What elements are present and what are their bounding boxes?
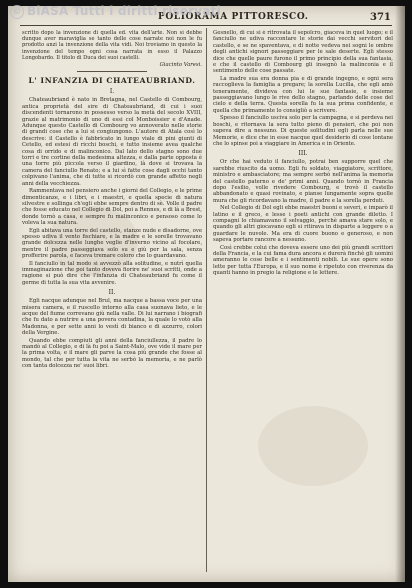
copyright-watermark [10, 4, 340, 19]
paragraph: Egli nacque adunque nel Brul, ma nacque a bassa voce per una misera camera, e il ruscello intorno alla casa suonava lieto, e le acque del fiume correvano giù nella valle. Di lui narrano i biografi che fu dato a nutrire a una povera contadina, la quale lo votò alla Madonna, e per sette anni lo vestì di bianco e di azzurro, colori della Vergine. [22, 298, 202, 337]
paragraph: Gesnello, di cui si è ritrovata il sepolcro, giaceva in quel luogo; e il fanciullo ne udiva raccontare le storie dai vecchi servitori del castello, e se ne spaventava, e di notte vedeva nei sogni le ombre degli antichi signori passeggiare per le sale deserte. Egli stesso dice che quelle paure furono il primo principio della sua fantasia, e che il castello di Combourg gli insegnò la malinconia e il sentimento delle cose passate. [213, 30, 393, 75]
article-title: L' INFANZIA DI CHATEAUBRIAND. [28, 76, 196, 86]
watermark-text: BiASA Tutti i diritti riservati [27, 4, 221, 18]
section-divider [77, 71, 147, 72]
section-heading-1: I. [109, 88, 115, 96]
left-column [22, 30, 202, 570]
paragraph: Spesso il fanciullo usciva solo per la campagna, e si perdeva nei boschi, e ritornava la sera tutto pieno di pensieri, che poi non sapeva dire a nessuno. Di queste solitudini egli parla nelle sue Memorie, e dice che in esse nacque quel desiderio di cose lontane che lo spinse poi a viaggiare in America e in Oriente. [213, 115, 393, 147]
masthead-title: POLIORAMA PITTORESCO. [158, 12, 309, 22]
intro-text: scritto dopo la invenzione di quella ed. vita dell'arte. Non si debbe dunque aver maraviglia se tanto delle cose narrate noi non le fu prodotto anzi la invenzione della vita vidi. Noi troviamo in questo la invenzione del tempo ogni cosa narrata in esso il Palazzo Longobardo. Il titolo di Duca dei suoi castelli. [22, 30, 202, 61]
right-column [213, 30, 393, 570]
newspaper-page [8, 6, 405, 582]
paragraph: Or che hai veduto il fanciullo, potrai ben supporre quel che sarebbe riuscito da uomo. Egli fu soldato, viaggiatore, scrittore, ministro e ambasciatore; ma sempre serbò nell'anima la memoria del castello paterno e de' primi anni. Quando tornò in Francia dopo l'esilio, volle rivedere Combourg, e trovò il castello abbandonato e quasi rovinato, e pianse lungamente sopra quelle mura che gli ricordavano la madre, il padre e la sorella perduti. [213, 159, 393, 204]
paragraph: Il fanciullo in tal modo si avvezzò alla solitudine, e nutrì quella immaginazione che poi tanto doveva fiorire ne' suoi scritti, onde a ragione si può dire che l'infanzia di Chateaubriand fu come il germe di tutta la sua vita avvenire. [22, 260, 202, 286]
section-heading-3: III. [298, 150, 308, 158]
paragraph: Così crebbe colui che doveva essere uno dei più grandi scrittori della Francia, e la cui fama dura ancora e durerà finchè gli uomini ameranno le cose belle e i sentimenti nobili. Le sue opere sono lette per tutta l'Europa, e il suo nome è ripetuto con riverenza da quanti hanno in pregio la religione e le lettere. [213, 244, 393, 277]
paragraph: Nel Collegio di Dol egli ebbe maestri buoni e severi, e imparò il latino e il greco, e lesse i poeti antichi con grande diletto. I compagni lo chiamavano il selvaggio, perchè amava stare solo, e quando gli altri giocavano egli si ritirava in disparte a leggere o a guardare le nuvole. Ma era di cuore buono e generoso, e non sapeva portare rancore a nessuno. [213, 205, 393, 244]
paragraph: Chateaubriand è nato in Bretagna, nel Castello di Combourg, antica proprietà del sire di Chateaubriand, di cui i suoi discendenti tornarono in possesso verso la metà del secolo XVIII, grazie al matrimonio di uno di essi col Monboissier e d'Anade. Adunque questo Castello di Combourg vo annoverato nelle storie di grandi cose che a lui si congiungono. L'autore di Atala così lo descrive: il Castello è fabbricato in lungo viale di pini giunti di Cetello, ed estesi di ricchi boschi, e tutto insieme avea qualche cosa di orrido e di malinconico. Dal lato dello stagno sono due torri e tre cortine della medesima altezza, e dalla parte opposta è una torre più piccola verso il giardino, là dove si trovava la camera del fanciullo Renato; e a lui sì fatte cose dagli occhi tanto colpivano l'anima, che di tutte si ricordò con grande affetto negli anni della vecchiezza. [22, 97, 202, 187]
page-number: 371 [370, 12, 391, 23]
paragraph: Egli abitava una torre del castello, stanze nude e disadorne, ove spesso udiva il vento fischiare, e la madre e le sorelle trovavano grande dolcezza nelle lunghe veglie d'inverno vicino al focolare, mentre il padre passeggiava solo su e giù per la sala, senza profferire parola, e faceva tremare coloro che lo guardavano. [22, 227, 202, 260]
copyright-icon: © [10, 5, 24, 19]
column-divider [206, 28, 207, 572]
paragraph: Rammentava nel pensiero anche i giorni del Collegio, e le prime dimenticanze, e i libri, e i maestri, e quella specie di natura silvestre e sollinga ch'egli ebbe sempre dentro di sè. Volle il padre che fosse educato nel Collegio di Dol, poi a Rennes, e di là a Brest, donde tornò a casa, e sempre fu malinconico e pensoso come lo voleva la sua natura. [22, 188, 202, 227]
paragraph: La madre sua era donna pia e di grande ingegno, e ogni sera raccoglieva la famiglia a pregare; la sorella Lucilla, che egli amò teneramente, divideva con lui le sue fantasie, e insieme passeggiavano lungo le rive dello stagno, parlando delle cose del cielo e della terra. Questa sorella fu la sua prima confidente, e quella che primamente lo consigliò a scrivere. [213, 75, 393, 114]
paragraph: Quando ebbe compiuti gli anni della fanciullezza, il padre lo mandò al Collegio, e di là fu poi a Saint-Malo, ove vide il mare per la prima volta, e il mare gli parve la cosa più grande che fosse al mondo, tal che per tutta la vita ne serbò la memoria, e ne parlò con tanta dolcezza ne' suoi libri. [22, 337, 202, 370]
section-heading-2: II. [108, 289, 116, 297]
header-rule [20, 25, 392, 26]
signature: Giacinto Varesi. [159, 62, 202, 69]
